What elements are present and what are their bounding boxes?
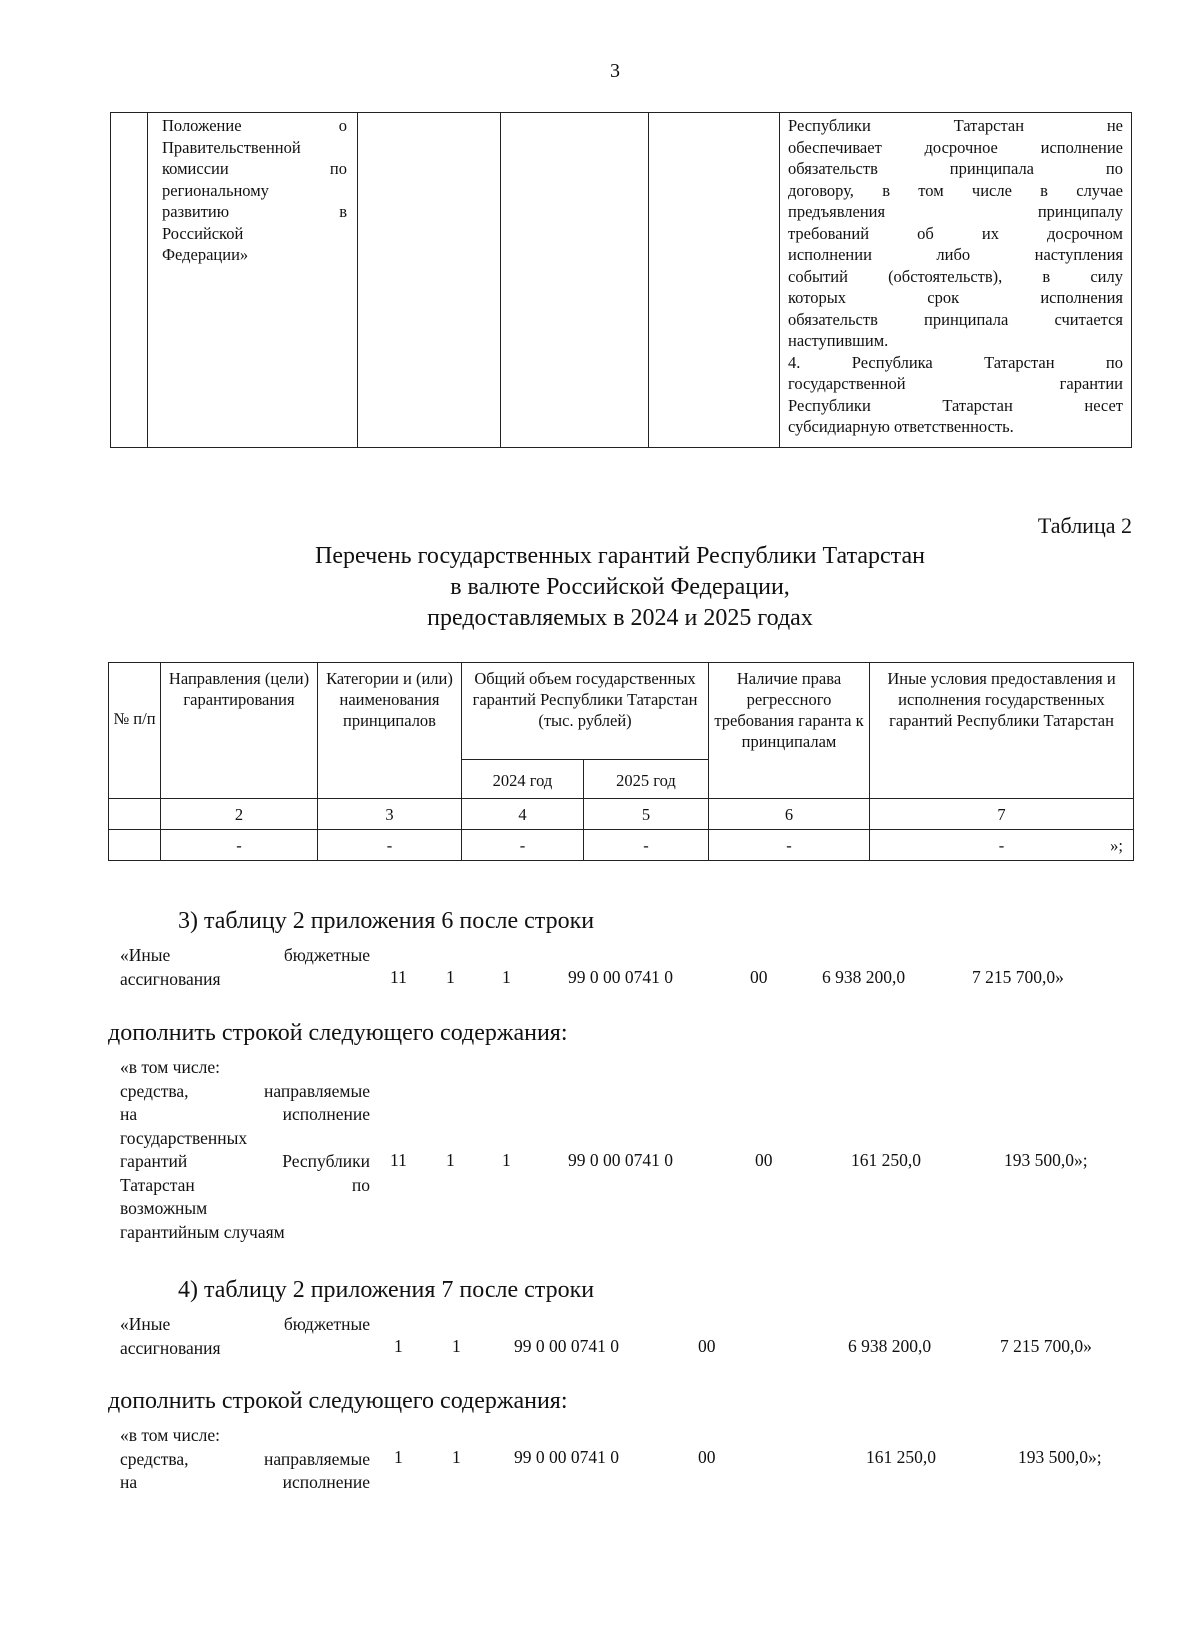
t1-col2-line: Положение о [162,116,347,135]
t2-num-cell [109,799,161,830]
t1-col6-line: предъявления принципалу [788,202,1123,221]
t2-closing-quote: »; [1110,835,1123,855]
t2-num-cell: 7 [870,799,1134,830]
item-3-add-text: дополнить строкой следующего содержания: [108,1020,568,1046]
item-3-type: 00 [750,967,768,987]
t2-header-volume: Общий объем государственных гарантий Республики Татарстан (тыс. рублей) [462,663,709,760]
t2-header-category: Категории и (или) наименования принципалов [318,663,462,799]
item-3-new-section: 11 [390,1150,407,1170]
t2-data-cell: - [584,830,709,861]
label-line: «в том числе: [120,1057,220,1077]
label-line: возможным [120,1198,208,1218]
label-line: средства, направляемые [120,1080,370,1101]
heading-line: Перечень государственных гарантий Республики Татарстан [315,543,925,569]
t2-header-other: Иные условия предоставления и исполнения государственных гарантий Республики Татарстан [870,663,1134,799]
t1-col6-line: Республики Татарстан несет [788,395,1123,415]
t2-header-2024: 2024 год [462,760,584,799]
item-4-new-code: 99 0 00 0741 0 [514,1447,619,1467]
t1-col-5 [649,113,780,448]
t1-col6-line: государственной гарантии [788,374,1123,393]
item-3-new-2025: 193 500,0»; [1004,1150,1088,1170]
item-3-new-type: 00 [755,1150,773,1170]
t1-col6-line: обязательств принципала считается [788,309,1123,329]
heading-line: предоставляемых в 2024 и 2025 годах [427,605,813,631]
table-2 [108,662,1134,861]
label-line: на исполнение [120,1104,370,1124]
item-4-title: 4) таблицу 2 приложения 7 после строки [178,1277,595,1303]
t1-col2-line: развитию в [162,202,347,221]
item-4-new-subsection2: 1 [452,1447,461,1467]
item-4-new-subsection: 1 [394,1447,403,1467]
label-line: «в том числе: [120,1425,220,1445]
t2-data-row [109,830,1134,861]
label-line: ассигнования [120,1337,221,1358]
t2-number-row [109,799,1134,830]
t2-num-cell: 6 [709,799,870,830]
t2-header-direction: Направления (цели) гарантирования [161,663,318,799]
t1-col6-line: субсидиарную ответственность. [788,417,1014,436]
item-3-2024: 6 938 200,0 [822,967,906,987]
t1-col-1 [111,113,148,448]
item-4-code: 99 0 00 0741 0 [514,1336,619,1356]
label-line: гарантийным случаям [120,1221,285,1242]
t1-col2-line: региональному [162,180,269,200]
label-line: государственных [120,1127,248,1148]
t2-data-cell: - [318,830,462,861]
item-4-label [120,1313,370,1360]
item-4-subsection2: 1 [452,1336,461,1356]
item-3-new-subsection2: 1 [502,1150,511,1170]
label-line: средства, направляемые [120,1448,370,1469]
t2-header-2025: 2025 год [584,760,709,799]
label-line: на исполнение [120,1472,370,1492]
t2-data-cell-last [870,830,1134,861]
item-4-2025: 7 215 700,0» [1000,1336,1092,1356]
t1-col-3 [358,113,501,448]
page-number: 3 [610,60,620,82]
t2-num-cell: 3 [318,799,462,830]
item-3-new-2024: 161 250,0 [851,1150,921,1170]
item-4-2024: 6 938 200,0 [848,1336,932,1356]
item-3-new-label [120,1056,370,1244]
t1-col6-line: Республики Татарстан не [788,116,1123,135]
item-4-new-label [120,1424,370,1495]
t1-col6-line: наступившим. [788,331,889,350]
label-line: Татарстан по [120,1174,370,1195]
item-3-code: 99 0 00 0741 0 [568,967,673,987]
t1-col-4 [501,113,649,448]
t2-num-cell: 2 [161,799,318,830]
table-1-fragment [110,112,1132,448]
heading-line: в валюте Российской Федерации, [450,574,790,600]
item-4-new-2025: 193 500,0»; [1018,1447,1102,1467]
item-3-section: 11 [390,967,407,987]
label-line: гарантий Республики [120,1151,370,1171]
t1-col2-line: комиссии по [162,159,347,178]
item-3-new-subsection: 1 [446,1150,455,1170]
item-4-new-2024: 161 250,0 [866,1447,936,1467]
item-4-subsection: 1 [394,1336,403,1356]
table-2-heading [0,541,1200,634]
label-line: «Иные бюджетные [120,945,370,965]
t2-header-row [109,663,1134,760]
t1-col-2 [148,113,358,448]
t1-col6-line: обязательств принципала по [788,159,1123,178]
item-3-label [120,944,370,991]
t2-header-regress: Наличие права регрессного требования гаранта к принципалам [709,663,870,799]
item-4-new-type: 00 [698,1447,716,1467]
t1-col2-line: Правительственной [162,137,301,157]
t2-data-cell [109,830,161,861]
t2-data-cell: - [161,830,318,861]
item-4-add-text: дополнить строкой следующего содержания: [108,1388,568,1414]
label-line: «Иные бюджетные [120,1314,370,1334]
t1-col-6 [780,113,1132,448]
t2-data-cell: - [462,830,584,861]
t1-col6-line: обеспечивает досрочное исполнение [788,137,1123,157]
t1-col6-line: договору, в том числе в случае [788,180,1123,200]
item-3-subsection: 1 [446,967,455,987]
t1-col6-line: 4. Республика Татарстан по [788,352,1123,372]
t1-col6-line: событий (обстоятельств), в силу [788,266,1123,286]
t2-header-num: № п/п [109,663,161,799]
t1-col2-line: Федерации» [162,245,249,264]
t2-num-cell: 4 [462,799,584,830]
label-line: ассигнования [120,968,221,989]
table-2-label: Таблица 2 [1037,513,1132,538]
t2-dash: - [998,835,1005,855]
t2-data-cell: - [709,830,870,861]
t1-col2-line: Российской [162,223,244,243]
item-3-subsection2: 1 [502,967,511,987]
t1-col6-line: исполнении либо наступления [788,245,1123,264]
item-3-new-code: 99 0 00 0741 0 [568,1150,673,1170]
item-3-2025: 7 215 700,0» [972,967,1064,987]
t2-num-cell: 5 [584,799,709,830]
t1-col6-line: которых срок исполнения [788,288,1123,307]
t1-col6-line: требований об их досрочном [788,223,1123,243]
item-3-title: 3) таблицу 2 приложения 6 после строки [178,908,595,934]
item-4-type: 00 [698,1336,716,1356]
